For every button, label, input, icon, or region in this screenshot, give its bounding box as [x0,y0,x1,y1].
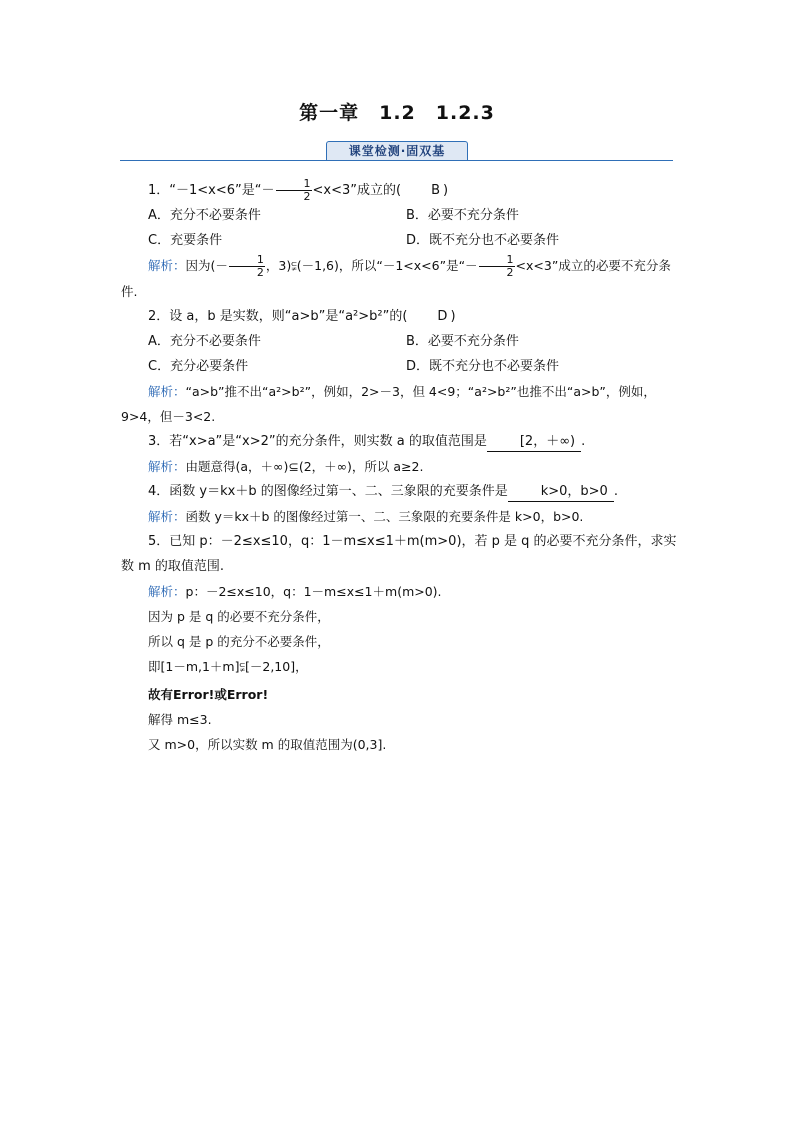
option-c: C．充分必要条件 [148,359,249,374]
question-1-answer: B [431,183,440,198]
solution-line: p：－2≤x≤10，q：1－m≤x≤1＋m(m>0). [185,584,442,599]
fraction [229,254,265,279]
fraction-denominator: 2 [506,266,514,279]
question-3-stem: 3．若“x>a”是“x>2”的充分条件，则实数 a 的取值范围是 [148,434,487,449]
fraction [276,178,312,203]
question-4-stem: 4．函数 y＝kx＋b 的图像经过第一、二、三象限的充要条件是 [148,484,508,499]
solution-text: 因为(－ [185,258,228,273]
document-body [121,178,681,757]
solution-text: 函数 y＝kx＋b 的图像经过第一、二、三象限的充要条件是 k>0，b>0. [185,509,584,524]
solution-label: 解析： [148,384,186,399]
solution-line: 又 m>0，所以实数 m 的取值范围为(0,3]. [148,737,387,752]
solution-line: 解得 m≤3. [148,712,212,727]
solution-text: ，3)⫋(－1,6)，所以“－1<x<6”是“－ [265,258,478,273]
question-2-solution [121,379,681,404]
fraction-denominator: 2 [256,266,264,279]
option-b: B．必要不充分条件 [406,208,519,223]
fraction-denominator: 2 [303,190,311,203]
question-5-continued: 数 m 的取值范围. [121,559,225,574]
solution-label: 解析： [148,584,186,599]
question-4-solution [121,504,681,529]
option-d: D．既不充分也不必要条件 [406,359,560,374]
fraction-numerator: 1 [276,178,312,191]
section-banner: 课堂检测·固双基 [326,141,468,161]
question-1-stem-b: <x<3”成立的( [312,183,402,198]
solution-line: 故有Error!或Error! [148,687,269,702]
fraction-numerator: 1 [479,254,515,267]
question-2-stem-end: ) [450,309,456,324]
question-3-end: . [581,434,586,449]
question-4 [121,479,681,504]
option-d: D．既不充分也不必要条件 [406,233,560,248]
solution-text: <x<3”成立的必要不充分条 [515,258,671,273]
solution-text: 件. [121,284,138,299]
question-2-answer: D [437,309,448,324]
fraction-numerator: 1 [229,254,265,267]
question-1 [121,178,681,203]
question-3-solution [121,454,681,479]
question-2-stem: 2．设 a，b 是实数，则“a>b”是“a²>b²”的( [148,309,408,324]
question-3 [121,429,681,454]
question-4-end: . [613,484,618,499]
solution-line: 因为 p 是 q 的必要不充分条件， [148,609,330,624]
header-rule [120,160,673,161]
solution-text: 9>4，但－3<2. [121,409,216,424]
question-5: 5．已知 p：－2≤x≤10，q：1－m≤x≤1＋m(m>0)，若 p 是 q 的必要不充分条件，求实 [148,534,677,549]
solution-label: 解析： [148,258,186,273]
solution-label: 解析： [148,509,186,524]
question-3-answer-blank: [2，＋∞) [487,432,581,452]
question-2 [121,304,681,329]
fraction [479,254,515,279]
option-c: C．充要条件 [148,233,223,248]
option-a: A．充分不必要条件 [148,334,261,349]
solution-text: 由题意得(a，＋∞)⊆(2，＋∞)，所以 a≥2. [185,459,424,474]
question-1-options [121,203,681,253]
solution-line: 即[1－m,1＋m]⫋[－2,10]， [148,659,308,674]
solution-text: “a>b”推不出“a²>b²”，例如，2>－3，但 4<9；“a²>b²”也推不出“a>b”，例如， [185,384,656,399]
solution-line: 所以 q 是 p 的充分不必要条件， [148,634,330,649]
option-a: A．充分不必要条件 [148,208,261,223]
question-1-solution [121,253,681,279]
question-1-stem-c: ) [442,183,449,198]
solution-label: 解析： [148,459,186,474]
question-5-solution [121,579,681,604]
page-title: 第一章 1.2 1.2.3 [299,102,495,124]
question-1-stem-a: 1．“－1<x<6”是“－ [148,183,275,198]
question-2-options [121,329,681,379]
question-4-answer-blank: k>0，b>0 [508,482,614,502]
option-b: B．必要不充分条件 [406,334,519,349]
